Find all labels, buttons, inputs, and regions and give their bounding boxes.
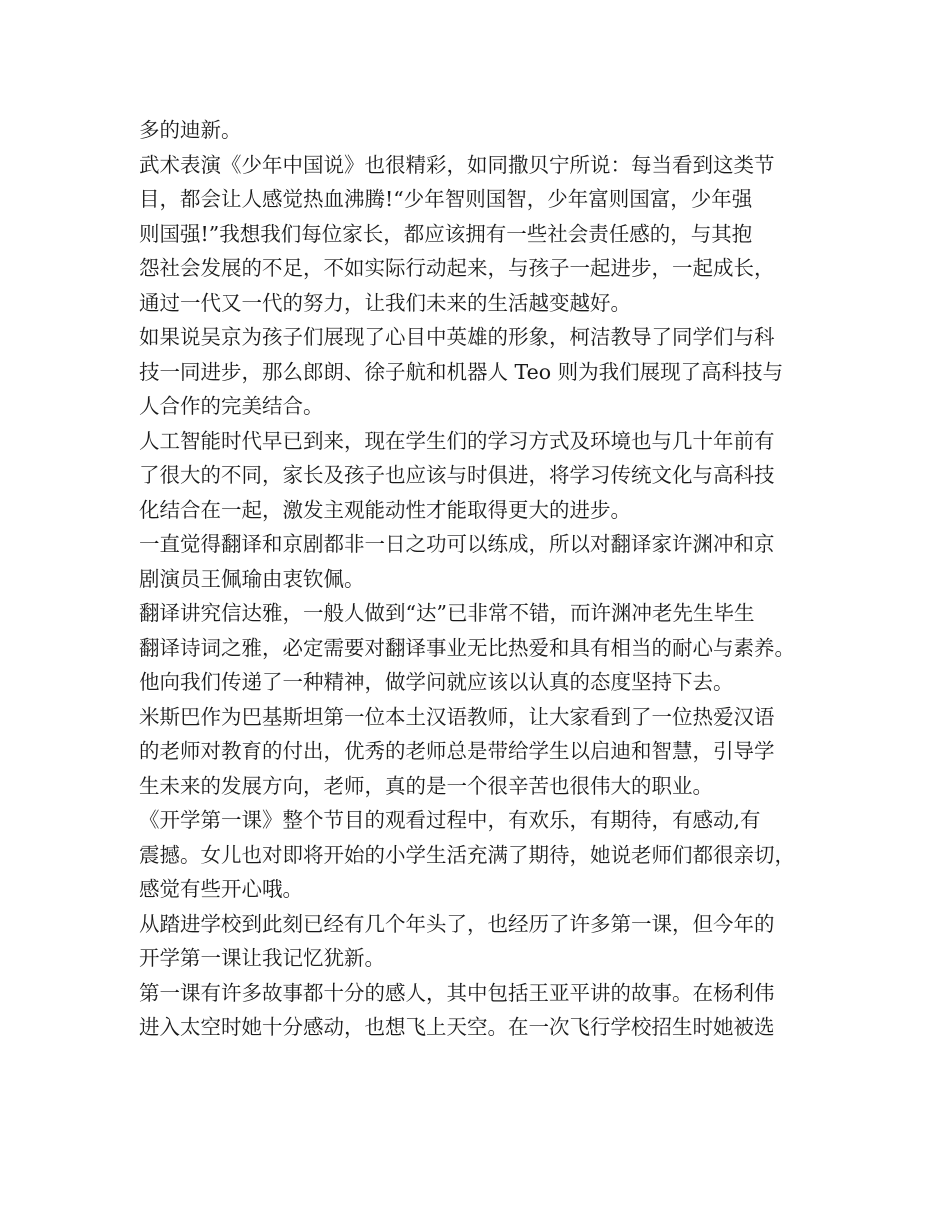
text-line: 技一同进步，那么郎朗、徐子航和机器人 Teo 则为我们展现了高科技与 <box>139 359 784 384</box>
text-line: 开学第一课让我记忆犹新。 <box>139 946 385 970</box>
text-line: 震撼。女儿也对即将开始的小学生活充满了期待，她说老师们都很亲切， <box>139 842 795 867</box>
text-line: 从踏进学校到此刻已经有几个年头了，也经历了许多第一课，但今年的 <box>139 911 775 936</box>
text-line: 则国强!”我想我们每位家长，都应该拥有一些社会责任感的，与其抱 <box>139 221 753 246</box>
text-line: 第一课有许多故事都十分的感人，其中包括王亚平讲的故事。在杨利伟 <box>139 980 775 1005</box>
text-line: 翻译诗词之雅，必定需要对翻译事业无比热爱和具有相当的耐心与素养。 <box>139 635 795 660</box>
text-line: 感觉有些开心哦。 <box>139 877 303 901</box>
text-line: 目，都会让人感觉热血沸腾!“少年智则国智，少年富则国富，少年强 <box>139 187 753 211</box>
text-line: 武术表演《少年中国说》也很精彩，如同撒贝宁所说：每当看到这类节 <box>139 152 775 177</box>
text-line: 翻译讲究信达雅，一般人做到“达”已非常不错，而许渊冲老先生毕生 <box>139 601 755 625</box>
text-line: 他向我们传递了一种精神，做学问就应该以认真的态度坚持下去。 <box>139 670 734 694</box>
text-line: 进入太空时她十分感动，也想飞上天空。在一次飞行学校招生时她被选 <box>139 1015 775 1039</box>
text-line: 如果说吴京为孩子们展现了心目中英雄的形象，柯洁教导了同学们与科 <box>139 325 775 349</box>
text-line: 多的迪新。 <box>139 118 242 142</box>
text-line: 了很大的不同，家长及孩子也应该与时俱进，将学习传统文化与高科技 <box>139 463 775 487</box>
body-text <box>139 113 829 1045</box>
text-line: 一直觉得翻译和京剧都非一日之功可以练成，所以对翻译家许渊冲和京 <box>139 532 775 556</box>
text-line: 《开学第一课》整个节目的观看过程中，有欢乐，有期待，有感动,有 <box>139 808 761 832</box>
text-line: 人合作的完美结合。 <box>139 394 324 418</box>
text-line: 怨社会发展的不足，不如实际行动起来，与孩子一起进步，一起成长， <box>139 256 775 280</box>
text-line: 的老师对教育的付出，优秀的老师总是带给学生以启迪和智慧，引导学 <box>139 739 775 763</box>
text-line: 生未来的发展方向，老师，真的是一个很辛苦也很伟大的职业。 <box>139 773 713 798</box>
text-line: 米斯巴作为巴基斯坦第一位本土汉语教师，让大家看到了一位热爱汉语 <box>139 704 775 729</box>
text-line: 化结合在一起，激发主观能动性才能取得更大的进步。 <box>139 497 631 522</box>
text-line: 通过一代又一代的努力，让我们未来的生活越变越好。 <box>139 290 631 315</box>
text-line: 人工智能时代早已到来，现在学生们的学习方式及环境也与几十年前有 <box>139 428 775 453</box>
text-line: 剧演员王佩瑜由衷钦佩。 <box>139 566 365 591</box>
